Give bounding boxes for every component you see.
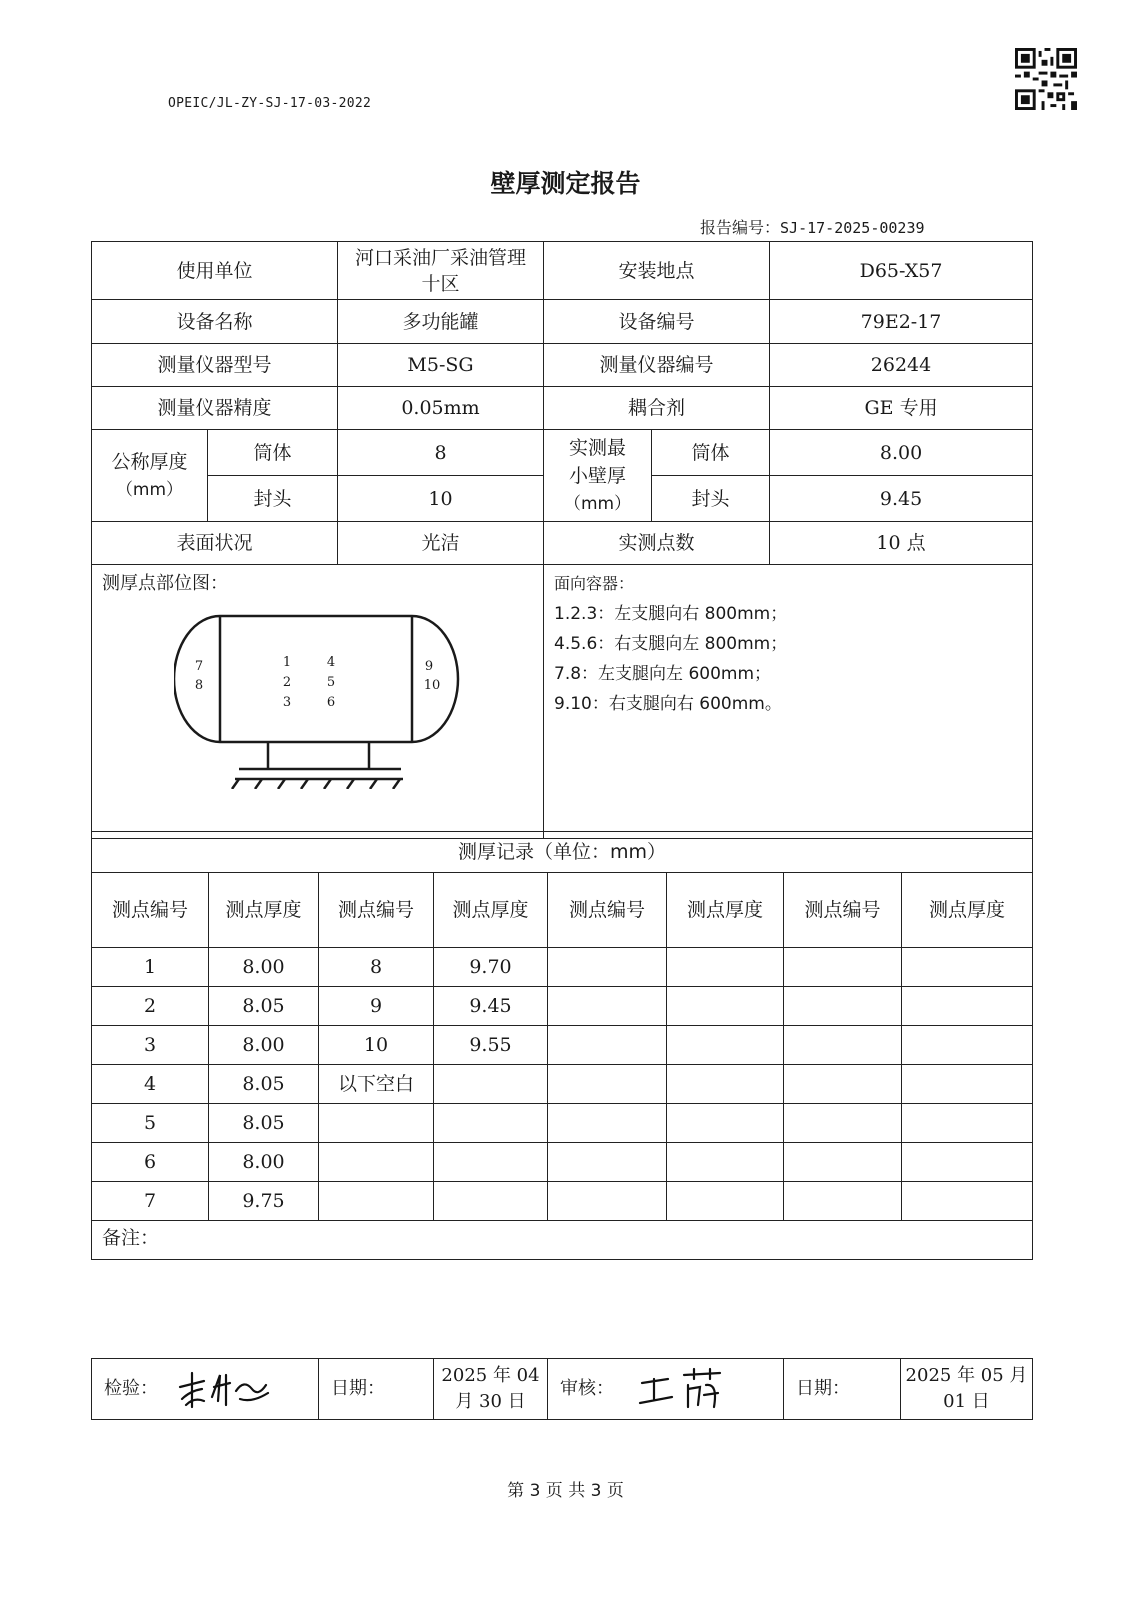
table-cell xyxy=(667,1065,784,1104)
table-cell xyxy=(667,1182,784,1221)
point-label-4: 4 xyxy=(326,655,336,670)
nominal-thickness-text: 公称厚度 xyxy=(111,450,188,473)
table-cell xyxy=(434,1065,548,1104)
table-cell xyxy=(548,1182,667,1221)
nominal-shell-label: 筒体 xyxy=(208,430,338,476)
table-cell: 8.00 xyxy=(209,948,319,987)
record-rows xyxy=(92,948,1033,1221)
install-location-value: D65-X57 xyxy=(770,242,1033,300)
table-cell xyxy=(667,1026,784,1065)
notes-cell xyxy=(544,565,1033,839)
table-cell xyxy=(902,1065,1033,1104)
point-label-9: 9 xyxy=(424,659,434,674)
remarks-cell xyxy=(92,1221,1033,1260)
report-number-value: SJ-17-2025-00239 xyxy=(780,219,925,237)
note-line: 4.5.6：右支腿向左 800mm； xyxy=(554,634,788,654)
table-cell xyxy=(902,1026,1033,1065)
table-row xyxy=(92,1182,1033,1221)
min-measured-text-1: 实测最 xyxy=(569,436,627,459)
remarks-label: 备注： xyxy=(102,1227,160,1249)
note-line: 1.2.3：左支腿向右 800mm； xyxy=(554,604,788,624)
min-shell-value: 8.00 xyxy=(770,430,1033,476)
min-head-value: 9.45 xyxy=(770,476,1033,522)
note-line: 7.8：左支腿向左 600mm； xyxy=(554,664,772,684)
review-date-label: 日期： xyxy=(784,1359,901,1420)
table-cell xyxy=(902,1182,1033,1221)
table-cell: 以下空白 xyxy=(319,1065,434,1104)
table-row xyxy=(92,948,1033,987)
surface-label: 表面状况 xyxy=(92,522,338,565)
equipment-no-label: 设备编号 xyxy=(544,300,770,344)
table-cell: 9.45 xyxy=(434,987,548,1026)
point-label-10: 10 xyxy=(423,678,441,693)
table-cell xyxy=(784,1182,902,1221)
table-cell: 8.05 xyxy=(209,1104,319,1143)
review-cell xyxy=(548,1359,784,1420)
report-number xyxy=(700,215,925,238)
instrument-precision-value: 0.05mm xyxy=(338,387,544,430)
inspect-date xyxy=(434,1359,548,1420)
table-cell xyxy=(902,987,1033,1026)
table-cell xyxy=(319,1182,434,1221)
table-cell xyxy=(902,948,1033,987)
diagram-label: 测厚点部位图： xyxy=(102,573,228,594)
point-label-1: 1 xyxy=(282,655,292,670)
nominal-thickness-unit: （mm） xyxy=(115,479,184,500)
report-number-label: 报告编号： xyxy=(700,218,781,237)
table-row xyxy=(92,1143,1033,1182)
review-date-line-2: 01 日 xyxy=(943,1391,990,1412)
table-cell xyxy=(902,1143,1033,1182)
table-row xyxy=(92,1026,1033,1065)
vessel-diagram xyxy=(174,609,474,789)
reviewer-signature xyxy=(634,1365,734,1413)
table-row xyxy=(92,987,1033,1026)
point-label-2: 2 xyxy=(282,675,292,690)
instrument-no-value: 26244 xyxy=(770,344,1033,387)
table-cell xyxy=(548,1026,667,1065)
notes-heading: 面向容器： xyxy=(554,574,635,593)
instrument-precision-label: 测量仪器精度 xyxy=(92,387,338,430)
instrument-model-label: 测量仪器型号 xyxy=(92,344,338,387)
table-cell xyxy=(548,1065,667,1104)
nominal-thickness-label xyxy=(92,430,208,522)
document-code: OPEIC/JL-ZY-SJ-17-03-2022 xyxy=(168,96,372,111)
review-label: 审核： xyxy=(560,1378,614,1399)
equipment-name-value: 多功能罐 xyxy=(338,300,544,344)
user-unit-value: 河口采油厂采油管理十区 xyxy=(338,242,544,300)
points-count-label: 实测点数 xyxy=(544,522,770,565)
col-thickness-header: 测点厚度 xyxy=(902,873,1033,948)
col-point-header: 测点编号 xyxy=(92,873,209,948)
point-label-8: 8 xyxy=(194,678,204,693)
table-cell: 4 xyxy=(92,1065,209,1104)
table-cell xyxy=(667,948,784,987)
table-cell: 5 xyxy=(92,1104,209,1143)
min-measured-unit: （mm） xyxy=(563,493,632,514)
table-cell xyxy=(434,1104,548,1143)
qr-code-icon xyxy=(1015,48,1077,110)
table-cell xyxy=(667,1143,784,1182)
surface-value: 光洁 xyxy=(338,522,544,565)
table-cell: 9 xyxy=(319,987,434,1026)
point-label-5: 5 xyxy=(326,675,336,690)
col-thickness-header: 测点厚度 xyxy=(434,873,548,948)
review-date xyxy=(901,1359,1033,1420)
table-cell: 8 xyxy=(319,948,434,987)
min-shell-label: 筒体 xyxy=(652,430,770,476)
inspector-signature xyxy=(174,1367,274,1411)
inspect-date-line-2: 月 30 日 xyxy=(455,1391,526,1412)
couplant-label: 耦合剂 xyxy=(544,387,770,430)
table-cell: 1 xyxy=(92,948,209,987)
table-cell: 6 xyxy=(92,1143,209,1182)
table-cell xyxy=(434,1143,548,1182)
table-cell xyxy=(784,1026,902,1065)
page-number: 第 3 页 共 3 页 xyxy=(507,1481,624,1501)
inspect-date-line-1: 2025 年 04 xyxy=(441,1365,540,1386)
report-title: 壁厚测定报告 xyxy=(490,169,641,198)
table-cell xyxy=(667,987,784,1026)
min-measured-label xyxy=(544,430,652,522)
table-cell: 9.70 xyxy=(434,948,548,987)
table-cell xyxy=(434,1182,548,1221)
table-cell xyxy=(319,1143,434,1182)
nominal-shell-value: 8 xyxy=(338,430,544,476)
point-label-7: 7 xyxy=(194,659,204,674)
nominal-head-value: 10 xyxy=(338,476,544,522)
equipment-no-value: 79E2-17 xyxy=(770,300,1033,344)
install-location-label: 安装地点 xyxy=(544,242,770,300)
thickness-record-table xyxy=(91,831,1033,1260)
review-date-line-1: 2025 年 05 月 xyxy=(905,1365,1028,1386)
col-thickness-header: 测点厚度 xyxy=(667,873,784,948)
table-cell xyxy=(548,948,667,987)
table-cell: 8.05 xyxy=(209,987,319,1026)
note-line: 9.10：右支腿向右 600mm。 xyxy=(554,694,782,714)
table-cell xyxy=(784,1104,902,1143)
col-point-header: 测点编号 xyxy=(319,873,434,948)
min-measured-text-2: 小壁厚 xyxy=(569,464,627,487)
record-caption: 测厚记录（单位：mm） xyxy=(92,832,1033,873)
inspect-label: 检验： xyxy=(104,1378,158,1399)
table-cell: 8.00 xyxy=(209,1026,319,1065)
table-cell xyxy=(548,1104,667,1143)
nominal-head-label: 封头 xyxy=(208,476,338,522)
table-cell xyxy=(784,987,902,1026)
table-cell: 8.00 xyxy=(209,1143,319,1182)
table-cell xyxy=(548,987,667,1026)
notes-list xyxy=(554,599,787,719)
inspect-date-label: 日期： xyxy=(319,1359,434,1420)
table-cell xyxy=(784,948,902,987)
equipment-name-label: 设备名称 xyxy=(92,300,338,344)
table-cell: 9.75 xyxy=(209,1182,319,1221)
table-cell xyxy=(319,1104,434,1143)
table-cell: 3 xyxy=(92,1026,209,1065)
table-cell: 9.55 xyxy=(434,1026,548,1065)
user-unit-label: 使用单位 xyxy=(92,242,338,300)
table-cell: 2 xyxy=(92,987,209,1026)
points-count-value: 10 点 xyxy=(770,522,1033,565)
table-cell xyxy=(548,1143,667,1182)
min-head-label: 封头 xyxy=(652,476,770,522)
table-cell xyxy=(784,1143,902,1182)
diagram-cell xyxy=(92,565,544,839)
point-label-6: 6 xyxy=(326,695,336,710)
table-cell xyxy=(902,1104,1033,1143)
signoff-table xyxy=(91,1358,1033,1420)
point-label-3: 3 xyxy=(282,695,292,710)
col-thickness-header: 测点厚度 xyxy=(209,873,319,948)
report-table xyxy=(91,241,1033,839)
instrument-no-label: 测量仪器编号 xyxy=(544,344,770,387)
table-cell xyxy=(667,1104,784,1143)
col-point-header: 测点编号 xyxy=(784,873,902,948)
inspect-cell xyxy=(92,1359,319,1420)
table-row xyxy=(92,1104,1033,1143)
table-cell: 8.05 xyxy=(209,1065,319,1104)
table-cell: 7 xyxy=(92,1182,209,1221)
table-cell: 10 xyxy=(319,1026,434,1065)
instrument-model-value: M5-SG xyxy=(338,344,544,387)
table-cell xyxy=(784,1065,902,1104)
table-row xyxy=(92,1065,1033,1104)
couplant-value: GE 专用 xyxy=(770,387,1033,430)
col-point-header: 测点编号 xyxy=(548,873,667,948)
